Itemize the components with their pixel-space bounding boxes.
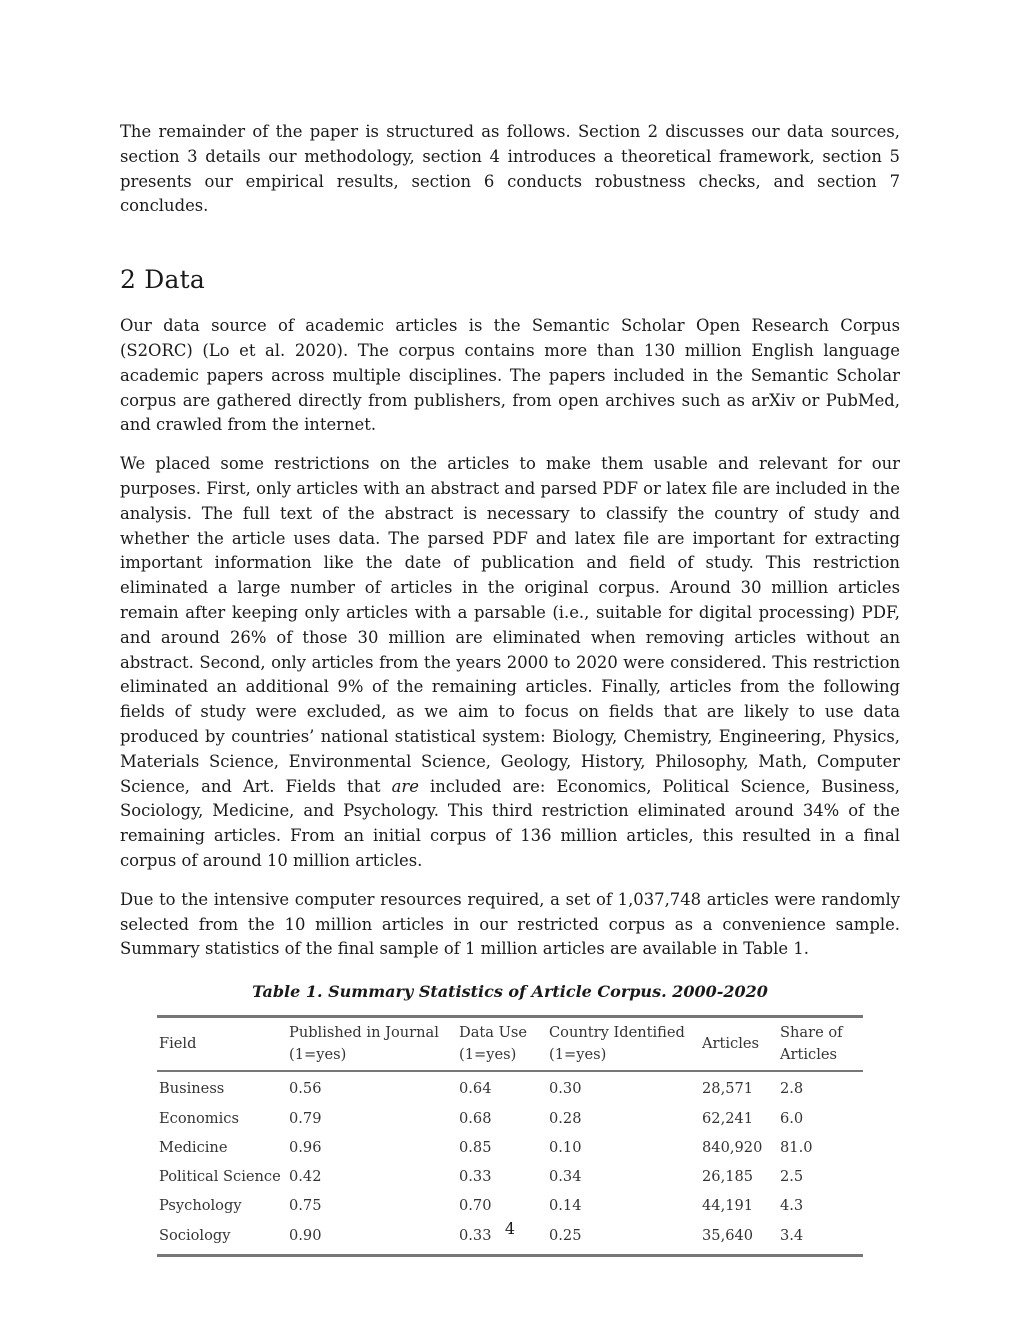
cell-data-use: 0.33: [457, 1221, 547, 1256]
cell-published: 0.56: [289, 1080, 322, 1098]
header-articles: Articles: [700, 1017, 778, 1072]
cell-share: 6.0: [780, 1109, 804, 1127]
cell-articles: 44,191: [702, 1197, 754, 1215]
cell-published: 0.90: [287, 1221, 457, 1256]
cell-data-use: 0.68: [459, 1109, 492, 1127]
cell-country: 0.30: [549, 1080, 582, 1098]
cell-data-use: 0.70: [459, 1197, 492, 1215]
cell-articles: 840,920: [702, 1138, 763, 1156]
header-data-use: [457, 1017, 547, 1072]
cell-published: 0.96: [289, 1138, 322, 1156]
header-published-line2: (1=yes): [289, 1046, 347, 1064]
header-country-line1: Country Identified: [549, 1024, 685, 1042]
header-data-use-line1: Data Use: [459, 1024, 528, 1042]
cell-articles: 26,185: [702, 1168, 754, 1186]
restrictions-text-before: We placed some restrictions on the articles to make them usable and relevant for our purposes. First, only articles with an abstract and parsed PDF or latex file are included in the analysis. The full text of the abstract is necessary to classify the country of study and whether the article uses data. The parsed PDF and latex file are important for extracting important information like the date of publication and field of study. This restriction eliminated a large number of articles in the original corpus. Around 30 million articles remain after keeping only articles with a parsable (i.e., suitable for digital processing) PDF, and around 26% of those 30 million are eliminated when removing articles without an abstract. Second, only articles from the years 2000 to 2020 were considered. This restriction eliminated an additional 9% of the remaining articles. Finally, articles from the following fields of study were excluded, as we aim to focus on fields that are likely to use data produced by countries’ national statistical system: Biology, Chemistry, Engineering, Physics, Materials Science, Environmental Science, Geology, History, Philosophy, Math, Computer Science, and Art. Fields that: [120, 454, 900, 796]
cell-published: 0.75: [289, 1197, 322, 1215]
page-number: 4: [504, 1219, 516, 1238]
header-field: Field: [157, 1017, 287, 1072]
cell-field: Economics: [159, 1109, 239, 1127]
sample-paragraph: Due to the intensive computer resources required, a set of 1,037,748 articles were randomly selected from the 10 million articles in our restricted corpus as a convenience sample. Summary statistics of the final sample of 1 million articles are available in Table 1.: [120, 889, 900, 959]
cell-field: Sociology: [157, 1221, 287, 1256]
intro-paragraph: The remainder of the paper is structured as follows. Section 2 discusses our data sources, section 3 details our methodology, section 4 introduces a theoretical framework, section 5 presents our empirical results, section 6 conducts robustness checks, and section 7 concludes.: [120, 122, 900, 216]
cell-country: 0.34: [549, 1168, 582, 1186]
cell-articles: 35,640: [700, 1221, 778, 1256]
restrictions-text-after: included are: Economics, Political Science, Business, Sociology, Medicine, and Psychology. This third restriction eliminated around 34% of the remaining articles. From an initial corpus of 136 million articles, this resulted in a final corpus of around 10 million articles.: [120, 776, 900, 870]
header-published-line1: Published in Journal: [289, 1024, 439, 1042]
cell-country: 0.10: [549, 1138, 582, 1156]
cell-country: 0.28: [549, 1109, 582, 1127]
header-country: [547, 1017, 700, 1072]
cell-data-use: 0.64: [459, 1080, 492, 1098]
cell-field: Political Science: [159, 1168, 281, 1186]
table-row: [157, 1071, 863, 1103]
table-row: [157, 1191, 863, 1220]
cell-share: 2.5: [780, 1168, 804, 1186]
cell-data-use: 0.33: [459, 1168, 492, 1186]
header-share-line2: Articles: [780, 1046, 838, 1064]
cell-articles: 62,241: [702, 1109, 754, 1127]
cell-share: 81.0: [780, 1138, 813, 1156]
data-source-paragraph: Our data source of academic articles is the Semantic Scholar Open Research Corpus (S2ORC) (Lo et al. 2020). The corpus contains more than 130 million English language academic papers across multiple disciplines. The papers included in the Semantic Scholar corpus are gathered directly from publishers, from open archives such as arXiv or PubMed, and crawled from the internet.: [120, 316, 900, 435]
table-row: [157, 1103, 863, 1132]
table-caption: Table 1. Summary Statistics of Article Corpus. 2000-2020: [252, 982, 768, 1002]
restrictions-paragraph: [120, 452, 900, 874]
cell-field: Psychology: [159, 1197, 242, 1215]
table-row: [157, 1162, 863, 1191]
cell-articles: 28,571: [702, 1080, 754, 1098]
cell-share: 2.8: [780, 1080, 804, 1098]
cell-published: 0.79: [289, 1109, 322, 1127]
cell-data-use: 0.85: [459, 1138, 492, 1156]
cell-field: Medicine: [159, 1138, 228, 1156]
cell-published: 0.42: [289, 1168, 322, 1186]
cell-share: 4.3: [780, 1197, 804, 1215]
header-data-use-line2: (1=yes): [459, 1046, 517, 1064]
restrictions-emphasis: are: [391, 776, 419, 796]
table-header-row: [157, 1017, 863, 1072]
header-published: [287, 1017, 457, 1072]
table-row: [157, 1133, 863, 1162]
cell-country: 0.25: [547, 1221, 700, 1256]
header-country-line2: (1=yes): [549, 1046, 607, 1064]
cell-share: 3.4: [778, 1221, 863, 1256]
cell-country: 0.14: [549, 1197, 582, 1215]
header-share-line1: Share of: [780, 1024, 843, 1042]
page-body: [120, 120, 900, 1257]
header-share: [778, 1017, 863, 1072]
cell-field: Business: [159, 1080, 225, 1098]
section-heading: 2 Data: [120, 265, 205, 295]
